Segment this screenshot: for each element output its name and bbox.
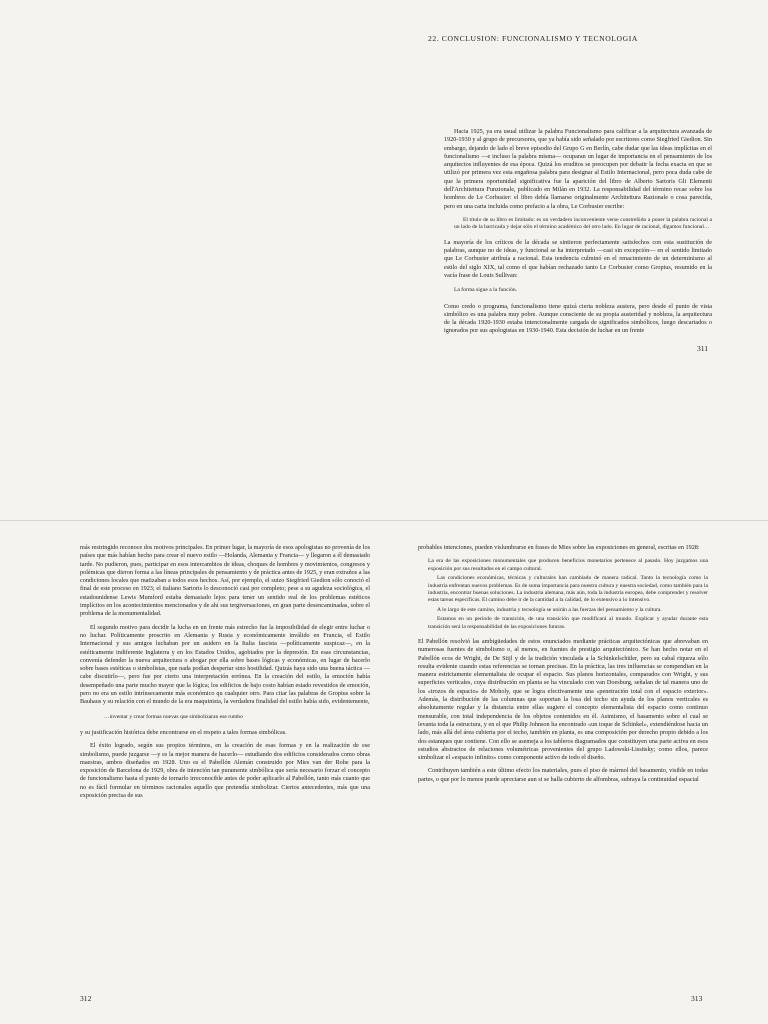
block-quote	[428, 558, 708, 631]
paragraph: El éxito logrado, según sus propios términos, en la creación de esas formas y en la realización de ese simbolismo, puede juzgarse —y es la mejor manera de hacerlo— estudiando dos edificios considerados como obras maestras, ambos diseñados en 1928. Uno es el Pabellón Alemán construido por Mies van der Rohe para la exposición de Barcelona de 1929, obra de intención tan puramente simbólica que sería necesario forzar el concepto de funcionalismo hasta el punto de tornarlo irreconocible antes de poder aplicarlo al Pabellón, tanto más cuanto que no es fácil formular en términos racionales aquello que pretendía simbolizar. Ciertos antecedentes, más que una exposición precisa de sus	[80, 742, 370, 800]
paragraph: más restringido reconoce dos motivos principales. En primer lugar, la mayoría de esos apologistas no provenía de los países que más habían hecho para crear el nuevo estilo —Holanda, Alemania y Francia— y llegaron a él demasiado tarde. No pudieron, pues, participar en esos intercambios de ideas, choques de hombres y movimientos, congresos y polémicas que dieron forma a las líneas principales de pensamiento y de práctica antes de 1925, y eran extraños a las condiciones locales que matizaban a todos esos hechos. Así, por ejemplo, el suizo Siegfried Giedion sólo conoció el final de este proceso en 1923; el italiano Sartoris lo desconoció casi por completo; pese a su agudeza sociológica, el estadounidense Lewis Mumford estaba demasiado lejos para tener un sentido real de los problemas estéticos implícitos en los acontecimientos mencionados y de ahí sus tergiversaciones, en gran parte desencaminadas, sobre el problema de la monumentalidad.	[80, 544, 370, 618]
quote-text: A lo largo de este camino, industria y tecnología se unirán a las fuerzas del pensamiento y la cultura.	[437, 606, 662, 613]
paragraph: Como credo o programa, funcionalismo tiene quizá cierta nobleza austera, pero desde el punto de vista simbólico es una palabra muy pobre. Aunque consciente de su propia austeridad y nobleza, la arquitectura de la década 1920-1930 estaba intencionalmente cargada de significados simbólicos, luego descartados o ignorados por sus apologistas en 1930-1940. Esta decisión de luchar en un frente	[444, 302, 712, 335]
paragraph: y su justificación histórica debe encontrarse en el respeto a tales formas simbólicas.	[80, 728, 287, 736]
page-number: 311	[697, 344, 709, 353]
quote-text: Estamos en un período de transición, de una transición que modificará al mundo. Explicar y ayudar durante esta transición será la responsabilidad de las exposiciones futuras.	[428, 616, 708, 630]
running-head: 22. CONCLUSION: FUNCIONALISMO Y TECNOLOGIA	[428, 34, 638, 43]
block-quote: La forma sigue a la función.	[454, 287, 518, 294]
page-312-text	[80, 544, 370, 805]
quote-text: El título de su libro es limitado: es un verdadero inconveniente verse constreñido a poner la palabra racional a un lado de la barricada y dejar sólo el término académico del otro lado. En lugar de racional, digamos funcional…	[454, 216, 712, 231]
paragraph: Hacia 1925, ya era usual utilizar la palabra Funcionalismo para calificar a la arquitectura avanzada de 1920-1930 y al grupo de precursores, que ya había sido señalado por escritores como Siegfried Giedion. Sin embargo, dejando de lado el breve episodio del Grupo G en Berlín, cabe dudar que las ideas implícitas en el funcionalismo —e incluso la palabra misma— ocuparan un lugar de importancia en el pensamiento de los arquitectos influyentes de esa época. Quizá los eruditos se preocupen por debatir la fecha exacta en que se utilizó por primera vez esta engañosa palabra para designar al Estilo Internacional, pero poca duda cabe de que la primera oportunidad significativa fue la aparición del libro de Alberto Sartoris Gli Elementi dell'Architettura Funzionale, publicado en Milán en 1932. La responsabilidad del término recae sobre los hombros de Le Corbusier: el libro debía llamarse originalmente Architettura Razionale o cosa parecida, pero en una carta incluida como prefacio a la obra, Le Corbusier escribe:	[444, 128, 712, 210]
paragraph: El segundo motivo para decidir la lucha en un frente más estrecho fue la imposibilidad de elegir entre luchar o no luchar. Políticamente proscrito en Alemania y Rusia y económicamente inválido en Francia, el Estilo Internacional y sus amigos luchaban por un asidero en la Italia fascista —políticamente suspicaz—, en la estéticamente indiferente Inglaterra y en los Estados Unidos, agobiados por la depresión. En esas circunstancias, convenía defender la nueva arquitectura o abogar por ella sobre bases lógicas y económicas, en lugar de hacerlo sobre bases estéticas o simbolistas, que nada podían despertar sino hostilidad. Quizás haya sido una buena táctica —cabe discutirlo—, pero fue por cierto una interpretación errónea. En la creación del estilo, la emoción había desempeñado una parte mucho mayor que la lógica; los edificios de bajo costo habían estado revestidos de emoción, pero no era un estilo intrínsecamente más económico qu cualquier otro. Para citar las palabras de Gropius sobre la Bauhaus y su relación con el mundo de la era maquinista, la verdadera finalidad del estilo había sido, evidentemente,	[80, 623, 370, 706]
page-divider	[0, 520, 768, 521]
page-number: 313	[691, 994, 703, 1003]
paragraph: La mayoría de los críticos de la década se sintieron perfectamente satisfechos con esta sustitución de palabras, aunque no de ideas, y funcional se ha interpretado —casi sin excepción— en el sentido limitado que Le Corbusier atribuía a racional. Esta tendencia culminó en el renacimiento de un determinismo al estilo del siglo XIX, tal como el que habían rechazado tanto Le Corbusier como Gropius, resumido en la vacía frase de Louis Sullivan:	[444, 238, 712, 279]
paragraph: Contribuyen también a este último efecto los materiales, pues el piso de mármol del basamento, visible en todas partes, o que por lo menos puede apreciarse aun si se halla cubierto de alfombras, subraya la continuidad espacial	[418, 767, 708, 783]
block-quote: …inventar y crear formas nuevas que simbolizaran ese rumbo	[104, 713, 243, 720]
block-quote	[454, 217, 712, 232]
page-number: 312	[80, 994, 92, 1003]
page-313-text	[418, 544, 708, 789]
paragraph: El Pabellón resolvió las ambigüedades de estos enunciados mediante prácticas arquitectónicas que abrevaban en numerosas fuentes de simbolismo o, al menos, en fuentes de prestigio arquitectónico. Se han hecho notar en el Pabellón ecos de Wright, de De Stijl y de la tradición vinculada a la Schinkelschüler, pero su cabal riqueza sólo resulta evidente cuando estas referencias se tornan precisas. En la práctica, las tres influencias se compendian en la manera estrictamente elementalista de ocupar el espacio. Sus planos horizontales, comparados con Wright, y sus superficies verticales, cuya distribución en planta se ha vinculado con van Doesburg, señalan de tal manera uno de los «trozos de espacio» de Moholy, que se logra efectivamente una «penetración total con el espacio exterior». Además, la distribución de las columnas que soportan la losa del techo sin ayuda de los planos verticales es absolutamente regular y la distancia entre ellas sugiere el concepto elementalista del espacio como continuo mensurable, con total independencia de los objetos contenidos en él. Asimismo, el basamento sobre el cual se levanta toda la estructura, y en el que Philip Johnson ha encontrado «un toque de Schinkel», extendiéndose hacia un lado, más allá del área cubierta por el techo, también en planta, es una composición por derecho propio debido a los dos estanques que contiene. Con ello se asemeja a los tableros diagramados que constituyen una parte activa en esos estudios abstractos de relaciones volumétricas provenientes del grupo Ladowski-Lissitsky; como ellos, parece simbolizar el «espacio infinito» como componente activo de todo el diseño.	[418, 637, 708, 762]
quote-text: Las condiciones económicas, técnicas y culturales han cambiado de manera radical. Tanto la tecnología como la industria enfrentan nuevos problemas. Es de suma importancia para nuestra cultura y nuestra sociedad, como también para la industria, encontrar buenas soluciones. La industria alemana, más aún, toda la industria europea, debe comprender y resolver estas tareas específicas. El camino debe ir de la cantidad a la calidad, de lo extensivo a lo intensivo.	[428, 575, 708, 604]
quote-text: La era de las exposiciones monumentales que producen beneficios monetarios pertenece al pasado. Hoy juzgamos una exposición por sus resultados en el campo cultural.	[428, 558, 708, 572]
paragraph: probables intenciones, pueden vislumbrarse en frases de Mies sobre las exposiciones en general, escritas en 1928:	[418, 544, 700, 551]
page-311-text	[444, 128, 712, 341]
